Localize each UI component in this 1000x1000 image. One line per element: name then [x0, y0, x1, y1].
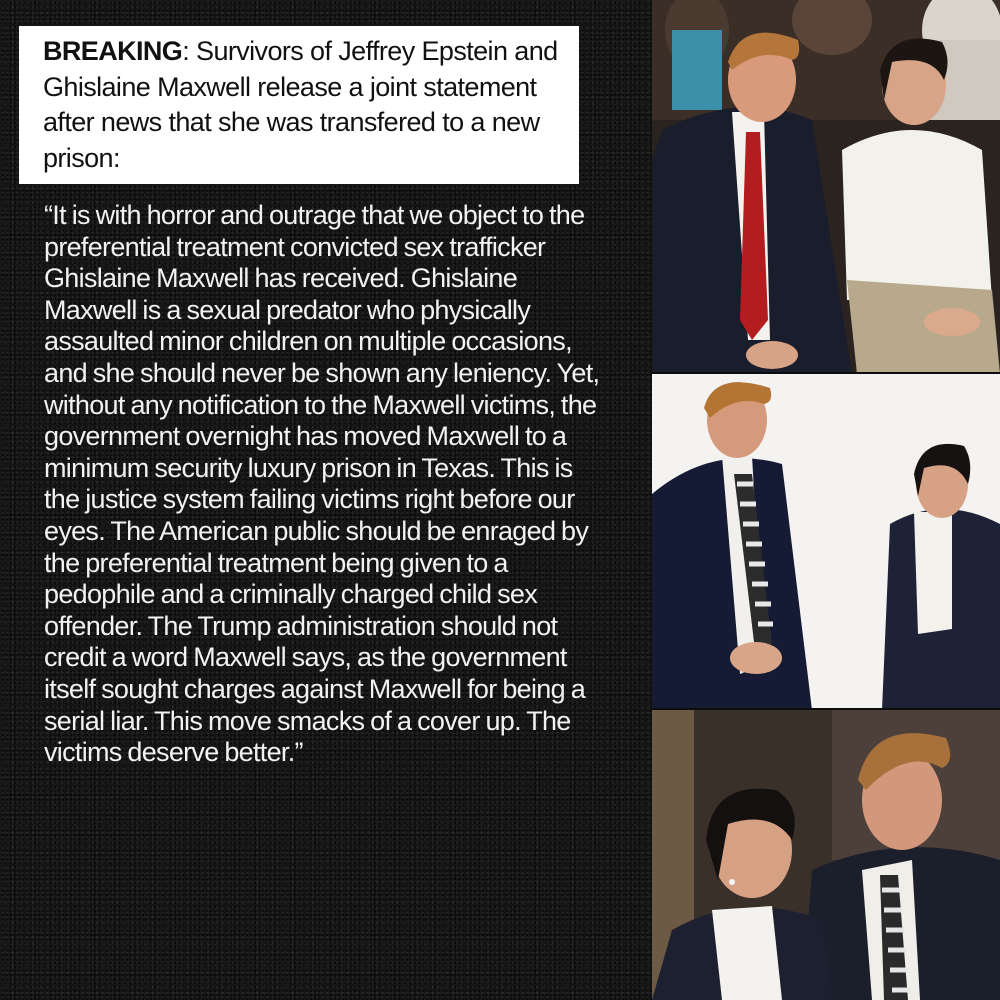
headline-lead: BREAKING	[43, 36, 183, 66]
headline-text: Survivors of Jeffrey Epstein and Ghislaine Maxwell release a joint statement after news that she was transfered to a new prison:	[43, 36, 558, 173]
headline-box	[19, 26, 579, 184]
photo-standing-pair	[652, 374, 1000, 710]
headline-separator: :	[182, 36, 197, 66]
photo-seated-pair	[652, 0, 1000, 374]
statement-quote: “It is with horror and outrage that we object to the preferential treatment convicted sex trafficker Ghislaine Maxwell has received. Ghislaine Maxwell is a sexual predator who physically assaulted minor children on multiple occasions, and she should never be shown any leniency. Yet, without any notification to the Maxwell victims, the government overnight has moved Maxwell to a minimum security luxury prison in Texas. This is the justice system failing victims right before our eyes. The American public should be enraged by the preferential treatment being given to a pedophile and a criminally charged child sex offender. The Trump administration should not credit a word Maxwell says, as the government itself sought charges against Maxwell for being a serial liar. This move smacks of a cover up. The victims deserve better.”	[44, 200, 600, 768]
photo-close-pair	[652, 710, 1000, 1000]
